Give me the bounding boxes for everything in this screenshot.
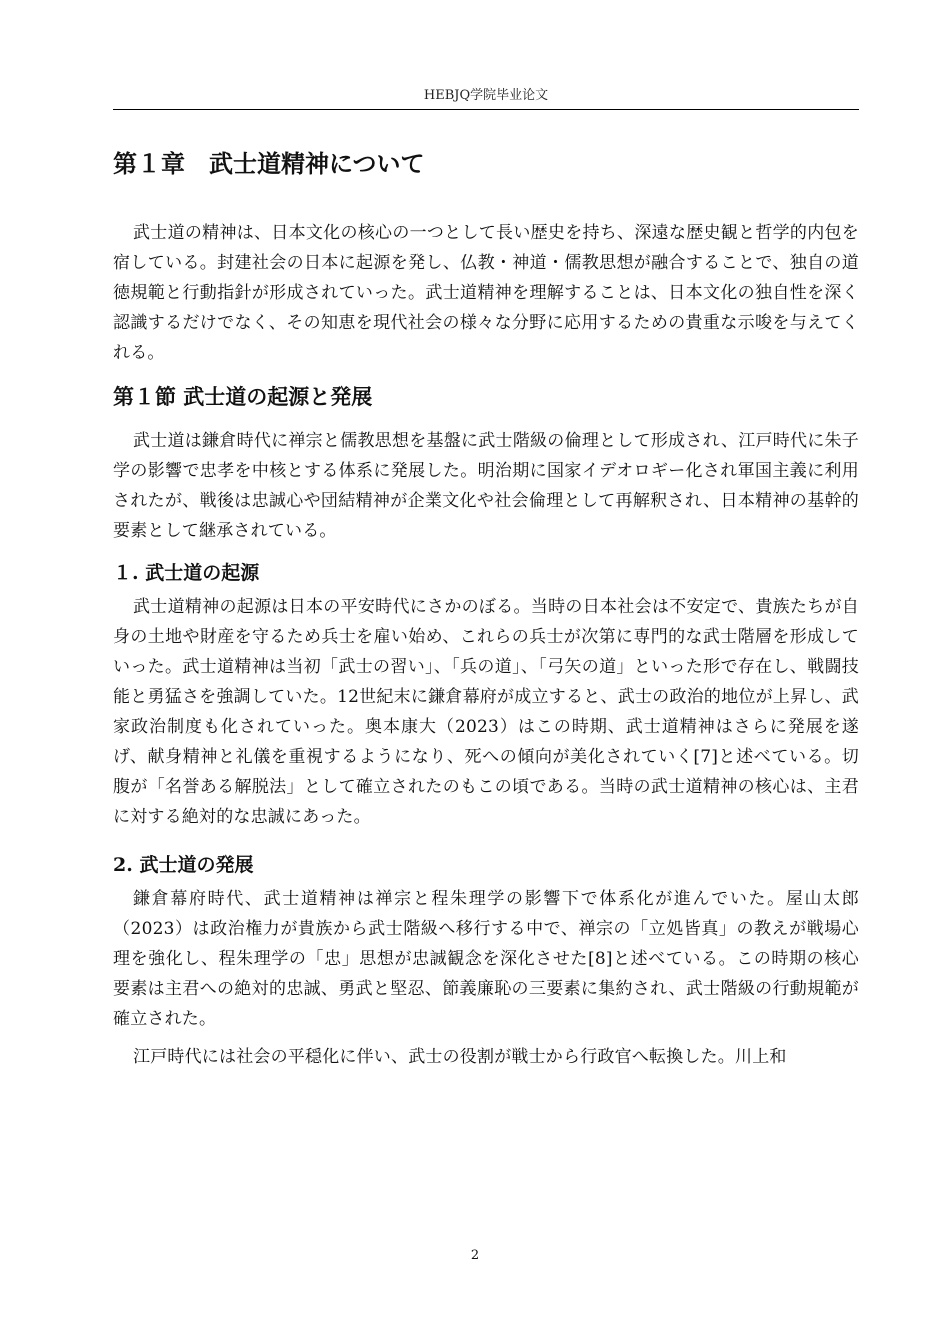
running-header: HEBJQ学院毕业论文 [113, 84, 859, 110]
page-content [113, 140, 859, 1072]
section-1-paragraph: 武士道は鎌倉時代に禅宗と儒教思想を基盤に武士階級の倫理として形成され、江戸時代に朱子学の影響で忠孝を中核とする体系に発展した。明治期に国家イデオロギー化され軍国主義に利用されたが、戦後は忠誠心や団結精神が企業文化や社会倫理として再解釈され、日本精神の基幹的要素として継承されている。 [113, 431, 859, 541]
subsection-1-paragraph: 武士道精神の起源は日本の平安時代にさかのぼる。当時の日本社会は不安定で、貴族たちが自身の土地や財産を守るため兵士を雇い始め、これらの兵士が次第に専門的な武士階層を形成していった。武士道精神は当初「武士の習い」、「兵の道」、「弓矢の道」といった形で存在し、戦闘技能と勇猛さを強調していた。12世紀末に鎌倉幕府が成立すると、武士の政治的地位が上昇し、武家政治制度も化されていった。奥本康大（2023）はこの時期、武士道精神はさらに発展を遂げ、献身精神と礼儀を重視するようになり、死への傾向が美化されていく[7]と述べている。切腹が「名誉ある解脱法」として確立されたのもこの頃である。当時の武士道精神の核心は、主君に対する絶対的な忠誠にあった。 [113, 597, 859, 827]
chapter-title: 第１章 武士道精神について [113, 149, 425, 178]
subsection-2-paragraph-2: 江戸時代には社会の平穏化に伴い、武士の役割が戦士から行政官へ転換した。川上和 [133, 1047, 787, 1067]
page-number: 2 [470, 1248, 480, 1263]
subsection-2-paragraph-1: 鎌倉幕府時代、武士道精神は禅宗と程朱理学の影響下で体系化が進んでいた。屋山太郎（2023）は政治権力が貴族から武士階級へ移行する中で、禅宗の「立処皆真」の教えが戦場心理を強化し、程朱理学の「忠」思想が忠誠観念を深化させた[8]と述べている。この時期の核心要素は主君への絶対的忠誠、勇武と堅忍、節義廉恥の三要素に集約され、武士階級の行動規範が確立された。 [113, 889, 859, 1029]
subsection-1-title: １. 武士道の起源 [113, 562, 260, 584]
subsection-2-title: 2. 武士道の発展 [113, 854, 254, 876]
section-1-title: 第１節 武士道の起源と発展 [113, 384, 373, 409]
chapter-intro-paragraph: 武士道の精神は、日本文化の核心の一つとして長い歴史を持ち、深遠な歴史観と哲学的内包を宿している。封建社会の日本に起源を発し、仏教・神道・儒教思想が融合することで、独自の道徳規範と行動指針が形成されていった。武士道精神を理解することは、日本文化の独自性を深く認識するだけでなく、その知恵を現代社会の様々な分野に応用するための貴重な示唆を与えてくれる。 [113, 223, 859, 363]
